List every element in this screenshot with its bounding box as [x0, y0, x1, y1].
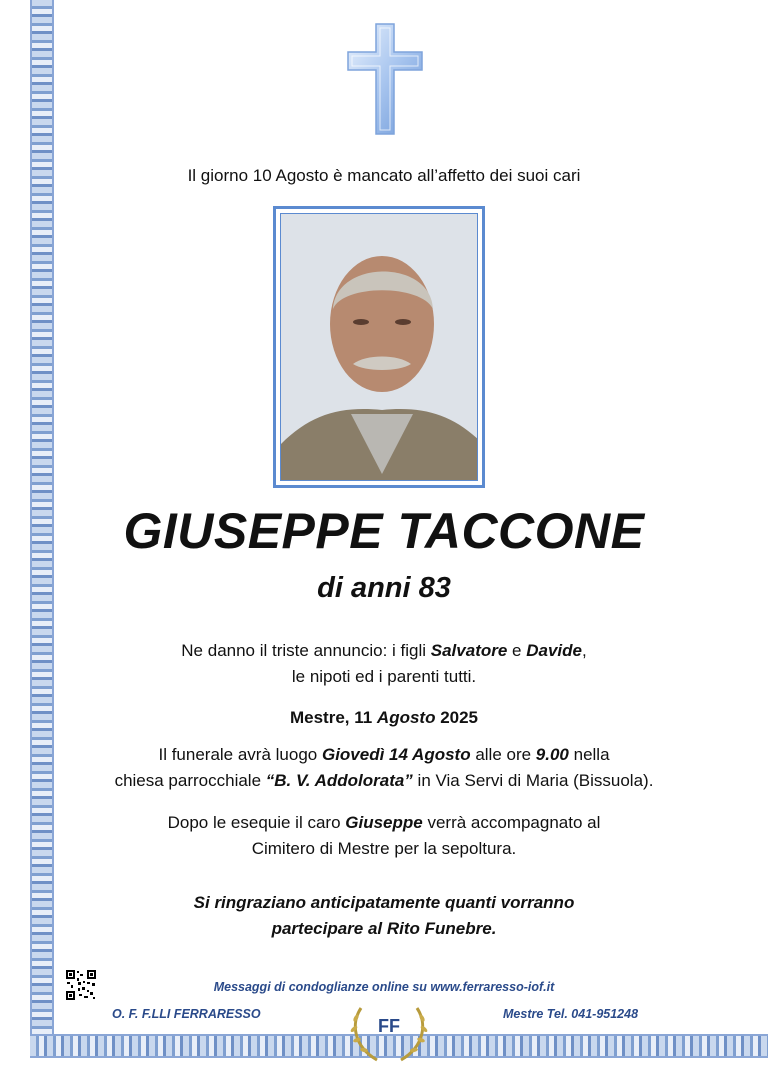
- deceased-name: GIUSEPPE TACCONE: [123, 503, 645, 559]
- son-name-salvatore: Salvatore: [430, 641, 508, 660]
- agency-logo-icon: [347, 998, 431, 1068]
- funeral-address: in Via Servi di Maria (Bissuola).: [412, 771, 654, 790]
- age-text: di anni 83: [317, 572, 451, 604]
- place-date: [0, 705, 768, 731]
- son-name-davide: Davide: [526, 641, 582, 660]
- logo-text: FF: [378, 1016, 400, 1036]
- announcement-line-2: le nipoti ed i parenti tutti.: [291, 667, 477, 686]
- thanks-line-2: partecipare al Rito Funebre.: [271, 919, 497, 938]
- announcement: [0, 638, 768, 690]
- cross-icon: [346, 22, 424, 136]
- funeral-text: nella: [568, 745, 610, 764]
- funeral-text: Il funerale avrà luogo: [158, 745, 322, 764]
- funeral-time: 9.00: [535, 745, 569, 764]
- funeral-text: alle ore: [470, 745, 536, 764]
- agency-name: O. F. F.LLI FERRARESSO: [112, 1007, 261, 1021]
- announcement-text: e: [507, 641, 527, 660]
- portrait-photo: [273, 206, 485, 488]
- funeral-text: chiesa parrocchiale: [114, 771, 266, 790]
- agency-contact: Mestre Tel. 041-951248: [503, 1007, 639, 1021]
- announcement-text: ,: [581, 641, 587, 660]
- burial-text: verrà accompagnato al: [422, 813, 601, 832]
- burial-info: [0, 810, 768, 862]
- date-month: Agosto: [376, 708, 436, 727]
- funeral-day: Giovedì 14 Agosto: [321, 745, 471, 764]
- burial-line-2: Cimitero di Mestre per la sepoltura.: [251, 839, 517, 858]
- announcement-text: Ne danno il triste annuncio: i figli: [181, 641, 431, 660]
- thanks-text: [0, 890, 768, 942]
- date-year: 2025: [435, 708, 479, 727]
- condolences-link[interactable]: Messaggi di condoglianze online su www.ferraresso-iof.it: [213, 980, 555, 994]
- date-place: Mestre, 11: [289, 708, 377, 727]
- first-name: Giuseppe: [345, 813, 423, 832]
- burial-text: Dopo le esequie il caro: [167, 813, 346, 832]
- intro-text: Il giorno 10 Agosto è mancato all’affetto dei suoi cari: [187, 166, 581, 185]
- church-name: “B. V. Addolorata”: [265, 771, 413, 790]
- thanks-line-1: Si ringraziano anticipatamente quanti vorranno: [193, 893, 575, 912]
- funeral-info: [0, 742, 768, 794]
- portrait-image: [281, 214, 478, 481]
